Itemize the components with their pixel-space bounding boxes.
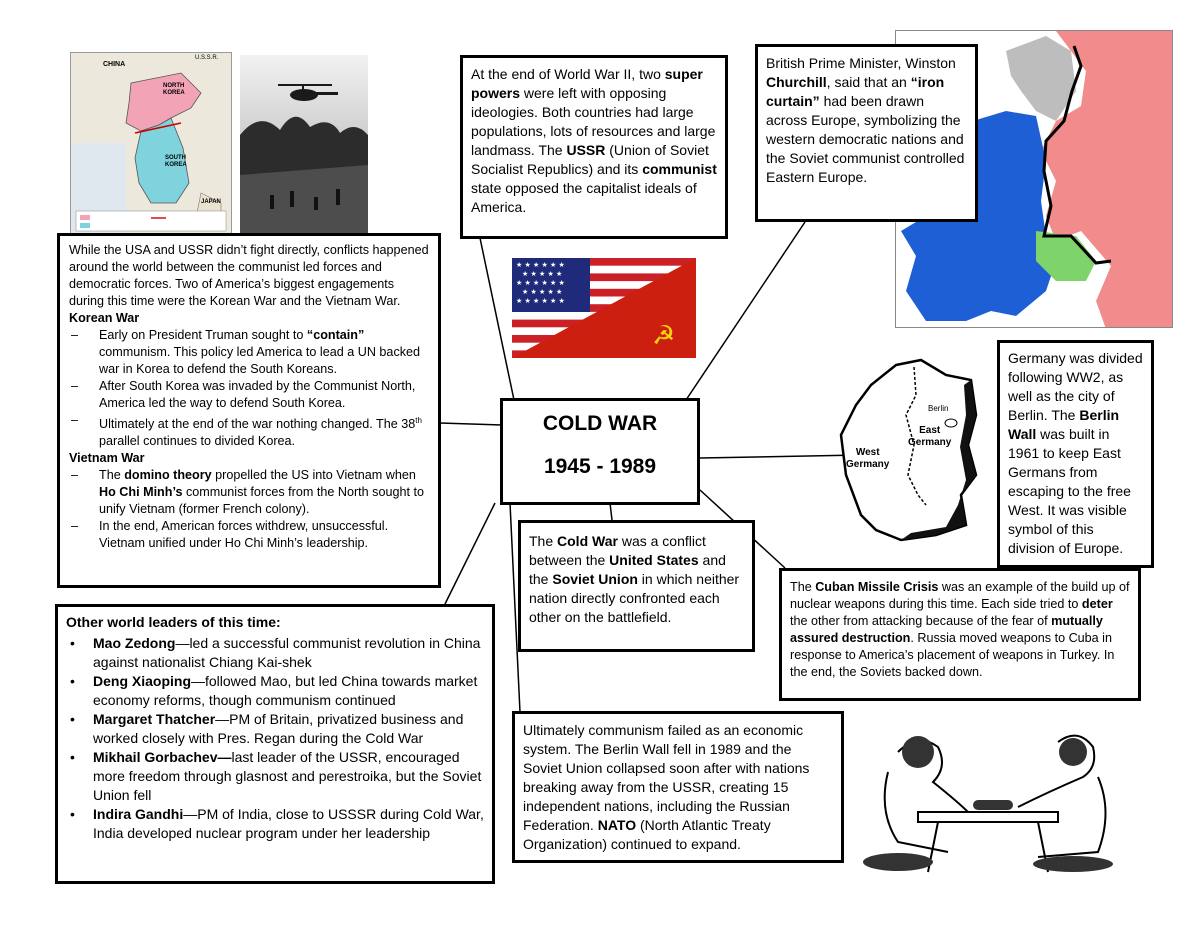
list-item: – In the end, American forces withdrew, unsuccessful. Vietnam unified under Ho Chi Minh’s leadership. [69, 518, 430, 552]
vietnam-helicopter-photo [240, 55, 368, 233]
list-item [66, 634, 484, 672]
germany-text: Germany was divided following WW2, as well as the city of Berlin. The [1008, 350, 1143, 423]
wars-box [57, 233, 441, 588]
list-item: – After South Korea was invaded by the Communist North, America led the way to defend South Korea. [69, 378, 430, 412]
connector-line [440, 423, 502, 425]
list-item [66, 710, 484, 748]
list-sup: th [415, 416, 422, 425]
list-bold: Ho Chi Minh’s [99, 485, 183, 500]
list-text: communism. This policy led America to lead a UN backed war in Korea to defend the South Koreans. [99, 345, 421, 376]
cuba-text: was an example of the build up of nuclear weapons during this time. Each side tried to [790, 580, 1130, 611]
korea-map [70, 52, 232, 234]
intro-text: At the end of World War II, two [471, 66, 665, 82]
korea-label-ussr: U.S.S.R. [195, 55, 219, 61]
intro-bold: USSR [566, 142, 606, 158]
connector-line [445, 503, 495, 604]
list-item [69, 412, 430, 450]
world-leaders-box [55, 604, 495, 884]
leader-name: Margaret Thatcher [93, 711, 216, 727]
svg-text:★ ★ ★ ★ ★: ★ ★ ★ ★ ★ [522, 270, 563, 278]
intro-bold: super powers [471, 66, 703, 101]
leader-name: Mikhail Gorbachev— [93, 749, 232, 765]
leader-text: —PM of Britain, privatized business and worked closely with Pres. Regan during the Cold War [93, 711, 464, 746]
svg-text:★ ★ ★ ★ ★: ★ ★ ★ ★ ★ [522, 288, 563, 296]
definition-bold: Soviet Union [552, 571, 638, 587]
korea-label-china: CHINA [103, 61, 126, 68]
definition-box [518, 520, 755, 652]
cold-war-title-box [500, 398, 700, 505]
churchill-box [755, 44, 978, 222]
leader-name: Indira Gandhi [93, 806, 184, 822]
churchill-text: had been drawn across Europe, symbolizing the western democratic nations and the Soviet communist controlled Eastern Europe. [766, 93, 965, 185]
page-subtitle-years: 1945 - 1989 [543, 455, 657, 478]
list-bold: domino theory [124, 468, 212, 483]
cuba-text: . Russia moved weapons to Cuba in response to America’s placement of weapons in Turkey. In the end, the Soviets backed down. [790, 631, 1115, 679]
leader-text: —PM of India, close to USSSR during Cold War, India developed nuclear program under her leadership [93, 806, 484, 841]
definition-text: was a conflict between the [529, 533, 706, 568]
germany-box [997, 340, 1154, 568]
korean-war-heading: Korean War [69, 311, 140, 325]
connector-line [480, 238, 514, 400]
west-germany-label: West Germany [846, 447, 890, 470]
ending-text: (North Atlantic Treaty Organization) continued to expand. [523, 817, 771, 852]
leader-text: last leader of the USSR, encouraged more freedom through glasnost and perestroika, but the Soviet Union fell [93, 749, 482, 803]
ending-text: Ultimately communism failed as an economic system. The Berlin Wall fell in 1989 and the Soviet Union collapsed soon after with nations breaking away from the USSR, creating 15 independent nations, including the Russian Federation. [523, 722, 810, 833]
list-item [66, 748, 484, 805]
korea-label-japan: JAPAN [201, 199, 221, 205]
cuba-bold: mutually assured destruction [790, 614, 1103, 645]
definition-bold: Cold War [557, 533, 618, 549]
intro-text: (Union of Soviet Socialist Republics) and its [471, 142, 709, 177]
germany-text: was built in 1961 to keep East Germans from escaping to the free West. It was visible symbol of this division of Europe. [1008, 426, 1131, 556]
intro-text: were left with opposing ideologies. Both countries had large populations, lots of resources and large landmass. The [471, 85, 716, 158]
list-text: propelled the US into Vietnam when [211, 468, 416, 483]
connector-line [686, 222, 805, 400]
churchill-bold: Churchill [766, 74, 827, 90]
intro-box [460, 55, 728, 239]
cuba-text: the other from attacking because of the fear of [790, 614, 1052, 628]
definition-bold: United States [609, 552, 699, 568]
cuban-missile-crisis-box [779, 568, 1141, 701]
connector-line [610, 503, 612, 520]
east-germany-label: East Germany [908, 425, 952, 448]
wars-intro: While the USA and USSR didn’t fight directly, conflicts happened around the world between the communist led forces and democratic forces. Two of America’s biggest engagements during this time were the Korean War and the Vietnam War. [69, 243, 429, 308]
arm-wrestling-cartoon [858, 712, 1130, 880]
korea-label-south: SOUTH KOREA [165, 155, 187, 168]
svg-text:★ ★ ★ ★ ★ ★: ★ ★ ★ ★ ★ ★ [516, 297, 565, 305]
usa-ussr-flag [512, 258, 696, 358]
ending-bold: NATO [597, 817, 637, 833]
leaders-list [66, 634, 484, 843]
cuba-text: The [790, 580, 816, 594]
list-item [66, 672, 484, 710]
korean-war-list [69, 327, 430, 450]
list-text: The [99, 468, 125, 483]
definition-text: and the [529, 552, 726, 587]
ending-box [512, 711, 844, 863]
churchill-text: , said that an [826, 74, 911, 90]
list-text: Ultimately at the end of the war nothing changed. The 38 [99, 417, 416, 432]
leaders-heading: Other world leaders of this time: [66, 614, 281, 630]
intro-bold: communist [642, 161, 717, 177]
cuba-bold: Cuban Missile Crisis [815, 580, 939, 594]
svg-text:★ ★ ★ ★ ★ ★: ★ ★ ★ ★ ★ ★ [516, 261, 565, 269]
page-title: COLD WAR [542, 412, 658, 435]
hammer-sickle-icon: ☭ [652, 321, 676, 351]
leader-name: Mao Zedong [93, 635, 176, 651]
list-bold: “contain” [306, 328, 365, 342]
definition-text: The [529, 533, 558, 549]
vietnam-war-list [69, 467, 430, 552]
list-item [69, 467, 430, 518]
vietnam-war-heading: Vietnam War [69, 451, 145, 466]
germany-bold: Berlin Wall [1008, 407, 1120, 442]
definition-text: in which neither nation directly confronted each other on the battlefield. [529, 571, 740, 625]
list-item [66, 805, 484, 843]
leader-name: Deng Xiaoping [93, 673, 191, 689]
list-text: communist forces from the North sought to unify Vietnam (former French colony). [99, 485, 424, 517]
cuba-bold: deter [1081, 597, 1113, 611]
list-text: Early on President Truman sought to [99, 328, 307, 342]
leader-text: —followed Mao, but led China towards market economy reforms, though communism continued [93, 673, 478, 708]
korea-label-north: NORTH KOREA [163, 83, 185, 96]
list-item [69, 327, 430, 378]
leader-text: —led a successful communist revolution in China against nationalist Chiang Kai-shek [93, 635, 481, 670]
churchill-bold: “iron curtain” [766, 74, 945, 109]
churchill-text: British Prime Minister, Winston [766, 55, 956, 71]
list-text: parallel continues to divided Korea. [99, 434, 296, 449]
divided-germany-map [836, 355, 986, 545]
berlin-label: Berlin [928, 404, 949, 413]
intro-text: state opposed the capitalist ideals of America. [471, 180, 697, 215]
svg-text:★ ★ ★ ★ ★ ★: ★ ★ ★ ★ ★ ★ [516, 279, 565, 287]
